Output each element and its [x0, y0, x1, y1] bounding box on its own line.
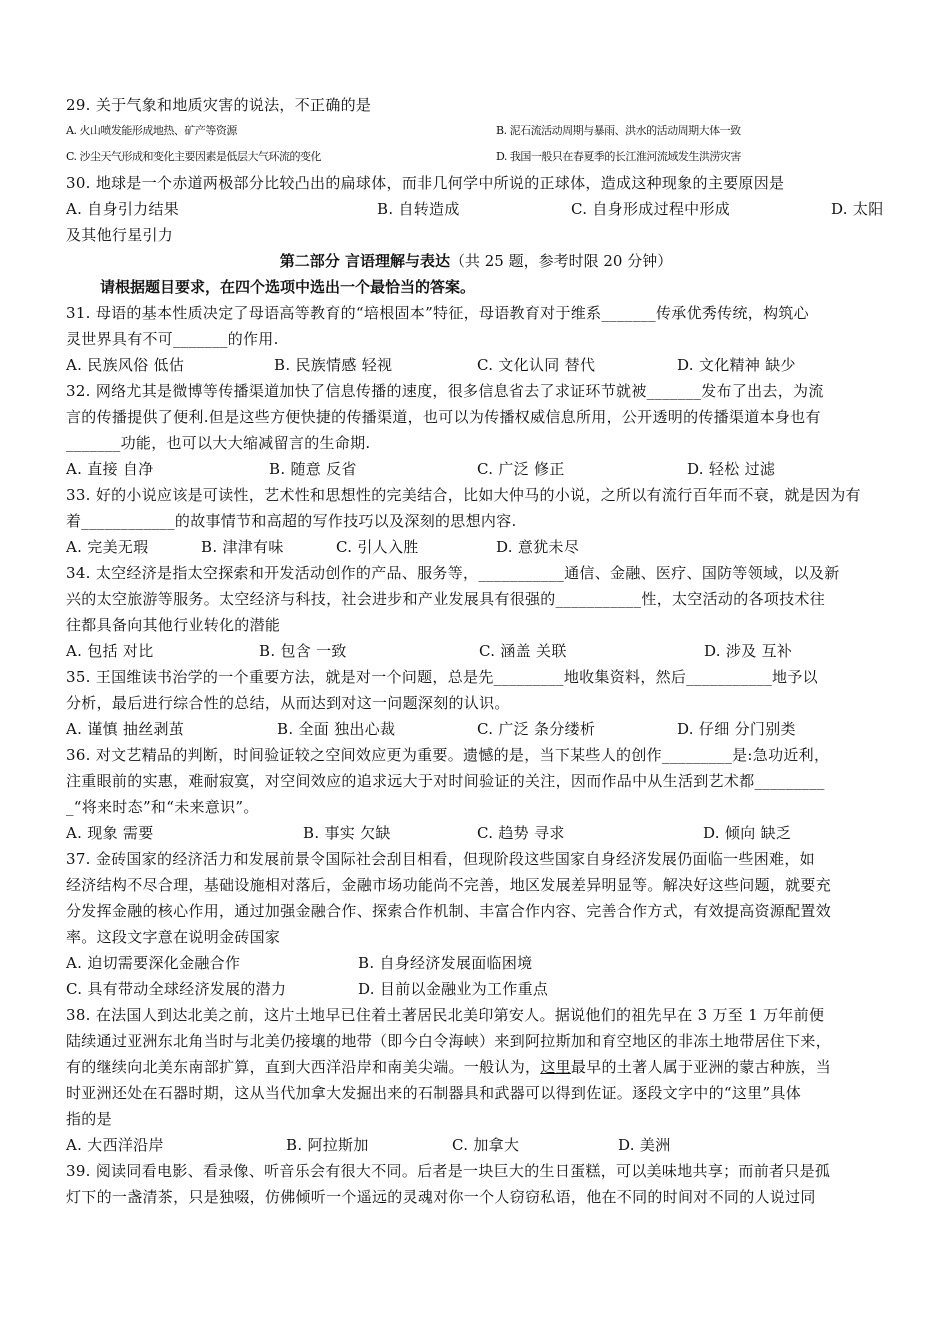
q31-option-c: C. 文化认同 替代	[477, 356, 596, 374]
q32-option-b: B. 随意 反省	[269, 460, 357, 478]
q36-option-b: B. 事实 欠缺	[303, 824, 391, 842]
q36-line-1: 36. 对文艺精品的判断，时间验证较之空间效应更为重要。遗憾的是，当下某些人的创作_________是:急功近利，	[66, 746, 830, 764]
section-note: （共 25 题，参考时限 20 分钟）	[449, 252, 673, 270]
q33-option-b: B. 津津有味	[201, 538, 284, 556]
q37-option-b: B. 自身经济发展面临困境	[358, 954, 533, 972]
q34-option-a: A. 包括 对比	[66, 642, 154, 660]
q32-line-2: 言的传播提供了便利.但是这些方便快捷的传播渠道，也可以为传播权威信息所用，公开透明的传播渠道本身也有	[66, 408, 821, 426]
q38-options	[66, 1132, 886, 1158]
q29-option-a: A. 火山喷发能形成地热、矿产等资源	[66, 124, 237, 137]
q38-line-5: 指的是	[66, 1110, 112, 1128]
q34-option-d: D. 涉及 互补	[704, 642, 793, 660]
q29-option-c: C. 沙尘天气形成和变化主要因素是低层大气环流的变化	[66, 150, 322, 163]
q32-option-d: D. 轻松 过滤	[687, 460, 776, 478]
q38-line-4: 时亚洲还处在石器时期，这从当代加拿大发掘出来的石制器具和武器可以得到佐证。逐段文字中的“这里”具体	[66, 1084, 802, 1102]
q37-options-row2	[66, 976, 886, 1002]
q36-options	[66, 820, 886, 846]
q33-line-1: 33. 好的小说应该是可读性，艺术性和思想性的完美结合，比如大仲马的小说，之所以有流行百年而不衰，就是因为有	[66, 486, 861, 504]
q34-line-3: 往都具备向其他行业转化的潜能	[66, 616, 281, 634]
q37-option-d: D. 目前以金融业为工作重点	[358, 980, 549, 998]
q29-stem: 29. 关于气象和地质灾害的说法，不正确的是	[66, 96, 372, 114]
q37-line-2: 经济结构不尽合理，基础设施相对落后，金融市场功能尚不完善，地区发展差异明显等。解决好这些问题，就要充	[66, 876, 832, 894]
q30-option-c: C. 自身形成过程中形成	[571, 200, 731, 218]
q34-options	[66, 638, 886, 664]
q36-option-a: A. 现象 需要	[66, 824, 154, 842]
q36-option-c: C. 趋势 寻求	[477, 824, 565, 842]
q30-stem: 30. 地球是一个赤道两极部分比较凸出的扁球体，而非几何学中所说的正球体，造成这种现象的主要原因是	[66, 174, 785, 192]
q36-option-d: D. 倾向 缺乏	[703, 824, 792, 842]
q38-line-3-end: 最早的土著人属于亚洲的蒙古种族，当	[570, 1058, 832, 1076]
q33-line-2: 着____________的故事情节和高超的写作技巧以及深刻的思想内容.	[66, 512, 517, 530]
section-title-text: 第二部分 言语理解与表达	[279, 252, 450, 270]
q31-line-2: 灵世界具有不可_______的作用.	[66, 330, 279, 348]
q29-option-d: D. 我国一般只在春夏季的长江淮河流域发生洪涝灾害	[496, 150, 741, 163]
q29-options-row1	[66, 118, 886, 144]
exam-page	[66, 92, 886, 1210]
q35-line-2: 分析，最后进行综合性的总结，从而达到对这一问题深刻的认识。	[66, 694, 510, 712]
q38-option-d: D. 美洲	[618, 1136, 671, 1154]
q39-line-2: 灯下的一盏清茶，只是独啜，仿佛倾听一个遥远的灵魂对你一个人窃窃私语，他在不同的时间对不同的人说过同	[66, 1188, 816, 1206]
q34-line-1: 34. 太空经济是指太空探索和开发活动创作的产品、服务等，___________通信、金融、医疗、国防等领域，以及新	[66, 564, 840, 582]
q35-option-a: A. 谨慎 抽丝剥茧	[66, 720, 185, 738]
q35-line-1: 35. 王国维读书治学的一个重要方法，就是对一个问题，总是先_________地收集资料，然后___________地予以	[66, 668, 818, 686]
q34-option-b: B. 包含 一致	[259, 642, 347, 660]
q38-underlined-term: 这里	[540, 1058, 571, 1076]
q29-option-b: B. 泥石流活动周期与暴雨、洪水的活动周期大体一致	[496, 124, 741, 137]
section-instruction: 请根据题目要求，在四个选项中选出一个最恰当的答案。	[100, 278, 476, 296]
q32-line-1: 32. 网络尤其是微博等传播渠道加快了信息传播的速度，很多信息省去了求证环节就被_______发布了出去，为流	[66, 382, 824, 400]
q35-option-d: D. 仔细 分门别类	[677, 720, 796, 738]
q32-option-a: A. 直接 自净	[66, 460, 154, 478]
q35-option-b: B. 全面 独出心裁	[277, 720, 396, 738]
q31-options	[66, 352, 886, 378]
q37-line-1: 37. 金砖国家的经济活力和发展前景令国际社会刮目相看，但现阶段这些国家自身经济发展仍面临一些困难，如	[66, 850, 815, 868]
section-title	[66, 248, 886, 274]
q38-line-2: 陆续通过亚洲东北角当时与北美仍接壤的地带（即今白令海峡）来到阿拉斯加和育空地区的非冻土地带居住下来，	[66, 1032, 832, 1050]
q30-options	[66, 196, 886, 222]
q38-line-3	[66, 1054, 886, 1080]
q33-option-a: A. 完美无瑕	[66, 538, 149, 556]
q39-line-1: 39. 阅读同看电影、看录像、听音乐会有很大不同。后者是一块巨大的生日蛋糕，可以美味地共享；而前者只是孤	[66, 1162, 831, 1180]
q33-options	[66, 534, 886, 560]
q34-line-2: 兴的太空旅游等服务。太空经济与科技，社会进步和产业发展具有很强的___________性，太空活动的各项技术往	[66, 590, 826, 608]
q37-options-row1	[66, 950, 886, 976]
q31-option-b: B. 民族情感 轻视	[274, 356, 393, 374]
q35-options	[66, 716, 886, 742]
q29-options-row2	[66, 144, 886, 170]
q32-line-3: _______功能，也可以大大缩减留言的生命期.	[66, 434, 371, 452]
q32-option-c: C. 广泛 修正	[477, 460, 565, 478]
q37-option-c: C. 具有带动全球经济发展的潜力	[66, 980, 287, 998]
q38-option-a: A. 大西洋沿岸	[66, 1136, 164, 1154]
q31-option-a: A. 民族风俗 低估	[66, 356, 185, 374]
q35-option-c: C. 广泛 条分缕析	[477, 720, 596, 738]
q33-option-d: D. 意犹未尽	[496, 538, 580, 556]
q30-option-d: D. 太阳	[831, 200, 884, 218]
q36-line-2: 注重眼前的实惠，难耐寂寞，对空间效应的追求远大于对时间验证的关注，因而作品中从生活到艺术都_________	[66, 772, 825, 790]
q31-line-1: 31. 母语的基本性质决定了母语高等教育的“培根固本”特征，母语教育对于维系_______传承优秀传统，构筑心	[66, 304, 809, 322]
q34-option-c: C. 涵盖 关联	[479, 642, 567, 660]
q38-line-3-start: 有的继续向北美东南部扩算，直到大西洋沿岸和南美尖端。一般认为，	[66, 1058, 541, 1076]
q38-option-b: B. 阿拉斯加	[286, 1136, 369, 1154]
q37-option-a: A. 迫切需要深化金融合作	[66, 954, 241, 972]
q37-line-4: 率。这段文字意在说明金砖国家	[66, 928, 281, 946]
q32-options	[66, 456, 886, 482]
q37-line-3: 分发挥金融的核心作用，通过加强金融合作、探索合作机制、丰富合作内容、完善合作方式，有效提高资源配置效	[66, 902, 832, 920]
q38-line-1: 38. 在法国人到达北美之前，这片土地早已住着土著居民北美印第安人。据说他们的祖先早在 3 万至 1 万年前便	[66, 1006, 825, 1024]
q31-option-d: D. 文化精神 缺少	[677, 356, 796, 374]
q30-option-d-continued: 及其他行星引力	[66, 226, 174, 244]
q30-option-a: A. 自身引力结果	[66, 200, 180, 218]
q36-line-3: _“将来时态”和“未来意识”。	[66, 798, 259, 816]
q30-option-b: B. 自转造成	[377, 200, 460, 218]
q33-option-c: C. 引人入胜	[336, 538, 419, 556]
q38-option-c: C. 加拿大	[452, 1136, 520, 1154]
